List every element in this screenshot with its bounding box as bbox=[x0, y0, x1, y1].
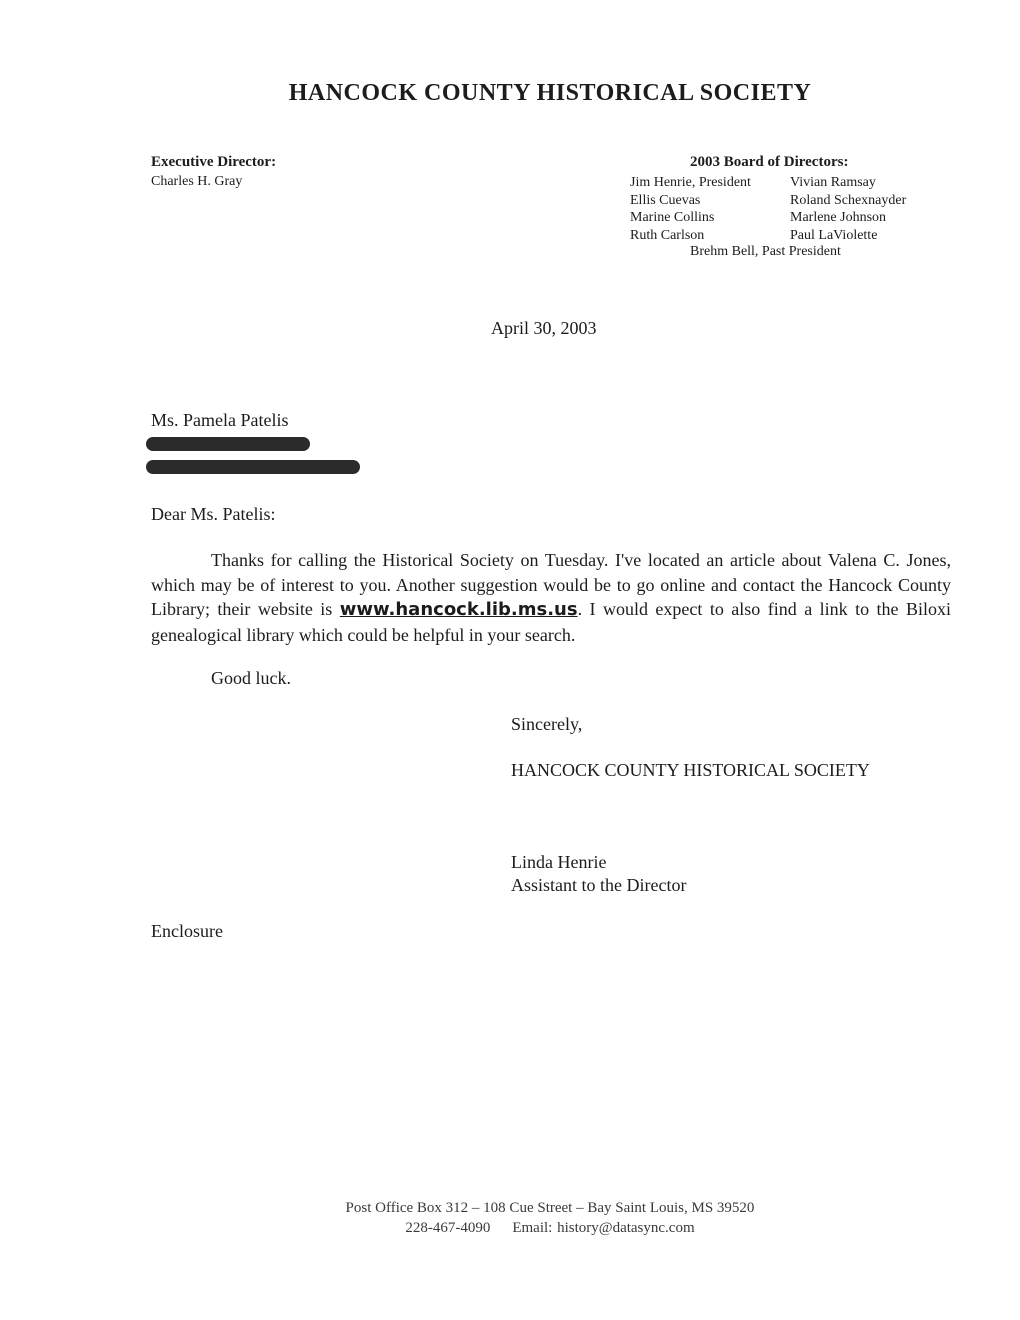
board-row bbox=[630, 174, 906, 192]
board-member: Ruth Carlson bbox=[630, 227, 705, 243]
closing: Sincerely, bbox=[511, 714, 583, 734]
board-member: Ellis Cuevas bbox=[630, 192, 701, 208]
body-text: . I would expect to also find a link to the Biloxi genealogical library which could be helpful in your search. bbox=[151, 599, 952, 645]
salutation: Dear Ms. Patelis: bbox=[151, 504, 276, 524]
board-member: Marlene Johnson bbox=[790, 210, 887, 225]
board-member: Jim Henrie, President bbox=[630, 175, 751, 190]
closing-organization: HANCOCK COUNTY HISTORICAL SOCIETY bbox=[511, 760, 870, 780]
good-luck: Good luck. bbox=[211, 668, 291, 688]
enclosure-note: Enclosure bbox=[151, 921, 223, 941]
website-link: www.hancock.lib.ms.us bbox=[339, 599, 578, 620]
board-member: Marine Collins bbox=[630, 210, 715, 225]
footer-phone: 228-467-4090 bbox=[405, 1220, 491, 1236]
recipient-name: Ms. Pamela Patelis bbox=[151, 410, 289, 430]
footer-email: history@datasync.com bbox=[557, 1220, 695, 1236]
board-row bbox=[630, 227, 906, 245]
board-heading: 2003 Board of Directors: bbox=[690, 154, 849, 170]
letter-date: April 30, 2003 bbox=[491, 318, 597, 338]
signer-title: Assistant to the Director bbox=[511, 875, 687, 895]
executive-director-name: Charles H. Gray bbox=[151, 174, 243, 189]
redacted-address-line bbox=[146, 437, 310, 451]
redacted-address-line bbox=[146, 460, 360, 474]
signer-name: Linda Henrie bbox=[511, 852, 607, 872]
board-row bbox=[630, 209, 906, 227]
board-members bbox=[630, 174, 906, 244]
footer-contact bbox=[0, 1220, 1020, 1237]
letter-body bbox=[151, 548, 951, 647]
footer-address: Post Office Box 312 – 108 Cue Street – Bay Saint Louis, MS 39520 bbox=[345, 1200, 755, 1216]
executive-director-heading: Executive Director: bbox=[151, 154, 277, 170]
footer-email-label: Email: bbox=[512, 1220, 553, 1236]
board-row bbox=[630, 192, 906, 210]
letterhead-title: HANCOCK COUNTY HISTORICAL SOCIETY bbox=[288, 80, 812, 106]
board-member: Vivian Ramsay bbox=[790, 175, 876, 190]
past-president: Brehm Bell, Past President bbox=[690, 244, 841, 259]
board-member: Roland Schexnayder bbox=[790, 192, 907, 208]
board-member: Paul LaViolette bbox=[790, 227, 878, 243]
body-text: Thanks for calling the Historical Society on Tuesday. I've located an article about Valena C. Jones, which may be of interest to you. Another suggestion would be to go online and contact the Hancock County Library; their website is bbox=[151, 550, 951, 619]
